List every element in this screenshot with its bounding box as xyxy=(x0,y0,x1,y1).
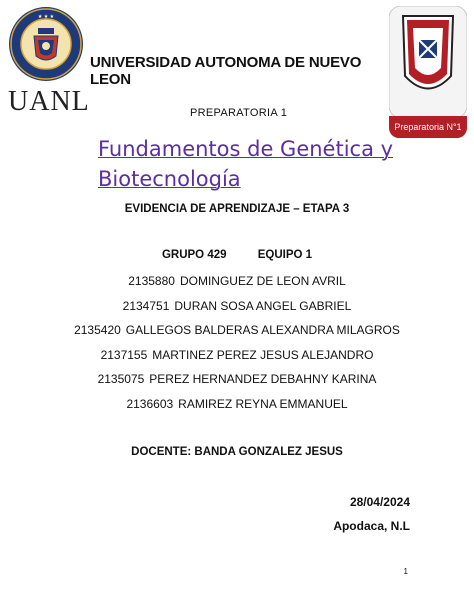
student-name: PEREZ HERNANDEZ DEBAHNY KARINA xyxy=(149,372,377,386)
student-row xyxy=(0,370,474,395)
page-number: 1 xyxy=(403,567,408,576)
document-place: Apodaca, N.L xyxy=(333,519,410,533)
uanl-logo-text: UANL xyxy=(8,86,90,117)
student-name: RAMIREZ REYNA EMMANUEL xyxy=(178,396,348,411)
document-date: 28/04/2024 xyxy=(349,495,410,509)
student-name: GALLEGOS BALDERAS ALEXANDRA MILAGROS xyxy=(125,323,400,337)
student-row xyxy=(0,297,474,322)
university-name: UNIVERSIDAD AUTONOMA DE NUEVO LEON xyxy=(90,54,362,88)
student-row xyxy=(0,321,474,346)
student-name: DOMINGUEZ DE LEON AVRIL xyxy=(179,274,346,288)
uanl-seal-logo xyxy=(8,6,84,82)
student-row xyxy=(0,346,474,371)
student-row xyxy=(0,395,474,420)
shield-banner: Preparatoria N°1 xyxy=(389,116,467,138)
student-id: 2135880 xyxy=(128,274,175,288)
school-name: PREPARATORIA 1 xyxy=(190,107,288,119)
team-label: EQUIPO 1 xyxy=(257,249,313,261)
student-id: 2135075 xyxy=(97,372,145,386)
preparatoria-shield-logo xyxy=(389,6,467,132)
student-id: 2136603 xyxy=(126,396,174,411)
teacher-line: DOCENTE: BANDA GONZALEZ JESUS xyxy=(131,446,343,458)
student-list xyxy=(0,272,474,419)
document-title: Fundamentos de Genética y Biotecnología xyxy=(98,137,394,191)
student-row xyxy=(0,272,474,297)
shield-icon xyxy=(389,6,467,118)
svg-text:★ ★ ★: ★ ★ ★ xyxy=(37,14,55,20)
student-name: MARTINEZ PEREZ JESUS ALEJANDRO xyxy=(152,347,374,362)
document-subtitle: EVIDENCIA DE APRENDIZAJE – ETAPA 3 xyxy=(124,203,350,215)
student-id: 2134751 xyxy=(122,298,170,313)
group-team-line xyxy=(0,249,474,261)
group-label: GRUPO 429 xyxy=(161,249,227,261)
student-id: 2137155 xyxy=(100,347,148,362)
student-id: 2135420 xyxy=(74,323,121,337)
student-name: DURAN SOSA ANGEL GABRIEL xyxy=(174,298,352,313)
